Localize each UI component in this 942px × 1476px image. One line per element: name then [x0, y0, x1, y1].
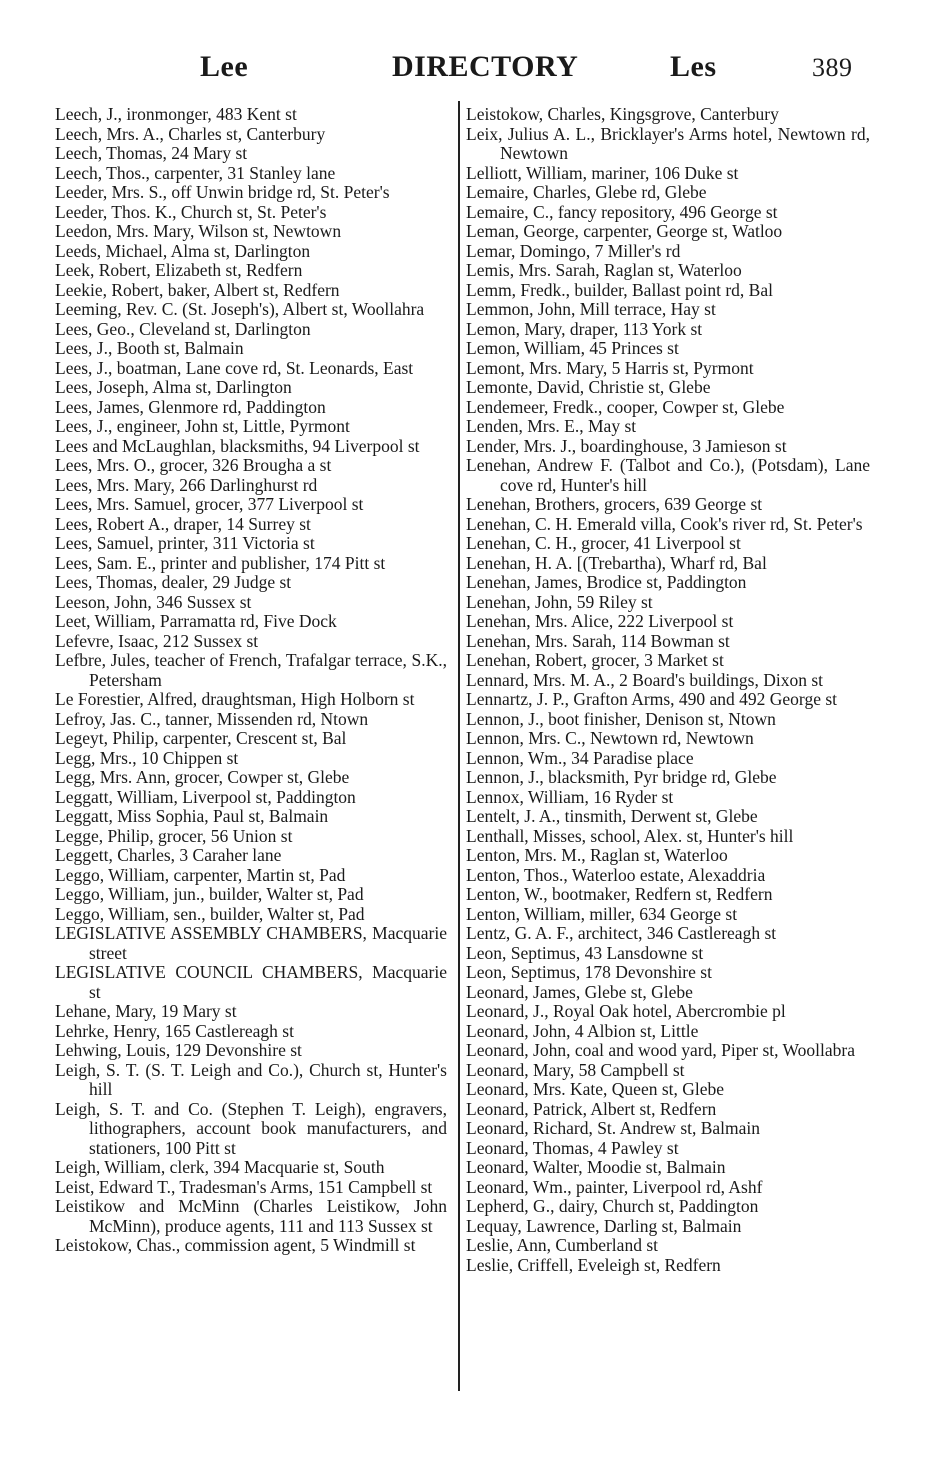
directory-entry: Lenden, Mrs. E., May st [466, 416, 637, 436]
directory-entry: Lennon, J., blacksmith, Pyr bridge rd, Glebe [466, 767, 777, 787]
directory-entry: Legg, Mrs., 10 Chippen st [55, 747, 239, 768]
directory-entry: Lehane, Mary, 19 Mary st [55, 1001, 237, 1021]
directory-entry: Leek, Robert, Elizabeth st, Redfern [55, 260, 303, 280]
directory-entry: Leonard, Patrick, Albert st, Redfern [466, 1098, 717, 1119]
directory-entry: Lequay, Lawrence, Darling st, Balmain [466, 1215, 742, 1236]
directory-entry: Leon, Septimus, 178 Devonshire st [466, 962, 712, 982]
directory-entry: Leslie, Criffell, Eveleigh st, Redfern [466, 1254, 721, 1275]
directory-entry: Lenehan, Mrs. Sarah, 114 Bowman st [466, 630, 730, 651]
directory-entry: Lenehan, John, 59 Riley st [466, 591, 653, 612]
directory-entry: Leggett, Charles, 3 Caraher lane [55, 845, 282, 865]
directory-entry: Lenehan, C. H., grocer, 41 Liverpool st [466, 533, 741, 553]
directory-entry: Leekie, Robert, baker, Albert st, Redfern [55, 279, 340, 300]
directory-entry: Leeder, Thos. K., Church st, St. Peter's [55, 201, 327, 222]
directory-entry: Lefroy, Jas. C., tanner, Missenden rd, Ntown [55, 708, 369, 729]
directory-entry: Lenehan, James, Brodice st, Paddington [466, 572, 747, 592]
directory-entry: Lenehan, H. A. [(Trebartha), Wharf rd, Bal [466, 552, 767, 573]
directory-entry: Leech, Thos., carpenter, 31 Stanley lane [55, 162, 336, 183]
directory-entry: Leech, Thomas, 24 Mary st [55, 143, 248, 163]
directory-entry: Lemmon, John, Mill terrace, Hay st [466, 299, 716, 319]
directory-entry: Lepherd, G., dairy, Church st, Paddington [466, 1196, 759, 1216]
page-header [100, 50, 880, 100]
column-divider [458, 101, 460, 1391]
directory-entry: Lees, Robert A., draper, 14 Surrey st [55, 513, 311, 534]
directory-entry: Lees, Geo., Cleveland st, Darlington [55, 318, 311, 339]
directory-entry: Lenehan, Mrs. Alice, 222 Liverpool st [466, 611, 734, 631]
directory-entry: Lees, Thomas, dealer, 29 Judge st [55, 572, 292, 592]
directory-entry: Leedon, Mrs. Mary, Wilson st, Newtown [55, 221, 342, 241]
directory-entry: Lemar, Domingo, 7 Miller's rd [466, 240, 681, 261]
directory-entry: Leeder, Mrs. S., off Unwin bridge rd, St. Peter's [55, 182, 390, 202]
directory-entry: Lees, Mrs. O., grocer, 326 Brougha a st [55, 455, 332, 475]
page-number: 389 [812, 53, 853, 82]
directory-entry: Lees, J., Booth st, Balmain [55, 338, 244, 358]
header-right-word: Les [670, 50, 717, 83]
directory-entry: Lenthall, Misses, school, Alex. st, Hunter's hill [466, 825, 794, 846]
directory-entry: Legeyt, Philip, carpenter, Crescent st, Bal [55, 728, 347, 748]
directory-entry: Leggatt, Miss Sophia, Paul st, Balmain [55, 806, 329, 826]
header-title: DIRECTORY [392, 50, 579, 83]
directory-entry: Lennox, William, 16 Ryder st [466, 786, 674, 807]
directory-entry: Leigh, S. T. and Co. (Stephen T. Leigh), engravers, lithographers, account book manufacturers, and stationers, 100 Pitt st [55, 1098, 447, 1158]
directory-entry: Lender, Mrs. J., boardinghouse, 3 Jamieson st [466, 435, 787, 456]
directory-entry: Lees, Mrs. Mary, 266 Darlinghurst rd [55, 474, 318, 495]
directory-entry: Leigh, William, clerk, 394 Macquarie st, South [55, 1157, 385, 1177]
directory-entry: Lehrke, Henry, 165 Castlereagh st [55, 1020, 294, 1041]
directory-entry: Le Forestier, Alfred, draughtsman, High Holborn st [55, 689, 415, 709]
directory-entry: Leonard, Walter, Moodie st, Balmain [466, 1157, 726, 1177]
directory-entry: Lentelt, J. A., tinsmith, Derwent st, Glebe [466, 806, 758, 826]
directory-entry: Lees, J., engineer, John st, Little, Pyrmont [55, 416, 350, 436]
directory-entry: Lennard, Mrs. M. A., 2 Board's buildings, Dixon st [466, 669, 824, 690]
directory-entry: Lenton, W., bootmaker, Redfern st, Redfern [466, 884, 773, 904]
directory-entry: Leonard, Richard, St. Andrew st, Balmain [466, 1118, 761, 1138]
directory-entry: Leech, J., ironmonger, 483 Kent st [55, 104, 297, 124]
directory-entry: Lees, Joseph, Alma st, Darlington [55, 377, 292, 397]
directory-entry: Leistokow, Charles, Kingsgrove, Canterbury [466, 104, 779, 124]
directory-entry: Legg, Mrs. Ann, grocer, Cowper st, Glebe [55, 767, 350, 787]
directory-entry: Leistokow, Chas., commission agent, 5 Windmill st [55, 1235, 416, 1255]
directory-entry: Lenehan, C. H. Emerald villa, Cook's river rd, St. Peter's [466, 513, 863, 534]
directory-entry: Leeming, Rev. C. (St. Joseph's), Albert st, Woollahra [55, 299, 425, 319]
directory-entry: Leslie, Ann, Cumberland st [466, 1235, 658, 1255]
directory-entry: Lemaire, C., fancy repository, 496 George st [466, 201, 778, 222]
directory-entry: Leech, Mrs. A., Charles st, Canterbury [55, 123, 326, 144]
directory-entry: Leman, George, carpenter, George st, Watloo [466, 221, 783, 241]
left-column [55, 105, 447, 1256]
directory-entry: Lenton, Mrs. M., Raglan st, Waterloo [466, 845, 728, 865]
directory-entry: Lees, Samuel, printer, 311 Victoria st [55, 533, 315, 553]
directory-entry: Leonard, John, 4 Albion st, Little [466, 1020, 699, 1041]
directory-entry: Lees, Sam. E., printer and publisher, 174 Pitt st [55, 552, 386, 573]
directory-entry: Leonard, Thomas, 4 Pawley st [466, 1137, 679, 1158]
directory-entry: Leggo, William, jun., builder, Walter st, Pad [55, 884, 364, 904]
directory-entry: LEGISLATIVE ASSEMBLY CHAMBERS, Macquarie street [55, 923, 447, 963]
directory-entry: Lefevre, Isaac, 212 Sussex st [55, 630, 259, 651]
directory-entry: Lemont, Mrs. Mary, 5 Harris st, Pyrmont [466, 357, 754, 378]
directory-entry: Leggo, William, carpenter, Martin st, Pad [55, 864, 346, 885]
directory-entry: Leggo, William, sen., builder, Walter st, Pad [55, 903, 365, 924]
directory-entry: Lenton, William, miller, 634 George st [466, 903, 738, 924]
directory-entry: Leeds, Michael, Alma st, Darlington [55, 240, 311, 261]
directory-entry: Lennon, Mrs. C., Newtown rd, Newtown [466, 728, 754, 748]
directory-entry: Lenton, Thos., Waterloo estate, Alexaddria [466, 864, 766, 885]
directory-entry: Lemis, Mrs. Sarah, Raglan st, Waterloo [466, 260, 742, 280]
directory-entry: Leonard, Mrs. Kate, Queen st, Glebe [466, 1079, 725, 1099]
directory-entry: Leonard, Mary, 58 Campbell st [466, 1059, 685, 1080]
directory-entry: Lenehan, Brothers, grocers, 639 George st [466, 494, 763, 514]
directory-entry: Lees, Mrs. Samuel, grocer, 377 Liverpool st [55, 494, 364, 514]
directory-entry: Lehwing, Louis, 129 Devonshire st [55, 1040, 302, 1060]
directory-entry: Lemonte, David, Christie st, Glebe [466, 377, 711, 397]
directory-entry: Lelliott, William, mariner, 106 Duke st [466, 162, 739, 183]
directory-entry: Lenehan, Robert, grocer, 3 Market st [466, 650, 724, 670]
directory-entry: Lennartz, J. P., Grafton Arms, 490 and 492 George st [466, 689, 838, 709]
directory-entry: Lees and McLaughlan, blacksmiths, 94 Liverpool st [55, 435, 420, 456]
directory-entry: Legge, Philip, grocer, 56 Union st [55, 825, 293, 846]
directory-entry: Lendemeer, Fredk., cooper, Cowper st, Glebe [466, 396, 785, 417]
directory-entry: Lees, J., boatman, Lane cove rd, St. Leonards, East [55, 357, 414, 378]
directory-entry: Leon, Septimus, 43 Lansdowne st [466, 942, 704, 963]
directory-entry: Leistikow and McMinn (Charles Leistikow, John McMinn), produce agents, 111 and 113 Sussex st [55, 1196, 447, 1236]
directory-entry: Leigh, S. T. (S. T. Leigh and Co.), Church st, Hunter's hill [55, 1059, 447, 1099]
directory-entry: Lennon, Wm., 34 Paradise place [466, 747, 694, 768]
directory-entry: Leet, William, Parramatta rd, Five Dock [55, 611, 337, 631]
directory-entry: Leist, Edward T., Tradesman's Arms, 151 Campbell st [55, 1176, 433, 1197]
directory-entry: Leonard, Wm., painter, Liverpool rd, Ashf [466, 1176, 763, 1197]
right-column [466, 105, 870, 1275]
directory-entry: Lennon, J., boot finisher, Denison st, Ntown [466, 708, 776, 729]
directory-entry: Leonard, James, Glebe st, Glebe [466, 981, 693, 1002]
directory-entry: Lenehan, Andrew F. (Talbot and Co.), (Potsdam), Lane cove rd, Hunter's hill [466, 455, 870, 495]
header-left-word: Lee [200, 50, 249, 83]
directory-entry: Lemaire, Charles, Glebe rd, Glebe [466, 182, 707, 202]
directory-entry: LEGISLATIVE COUNCIL CHAMBERS, Macquarie st [55, 962, 447, 1002]
directory-entry: Lefbre, Jules, teacher of French, Trafalgar terrace, S.K., Petersham [55, 650, 447, 690]
directory-entry: Leeson, John, 346 Sussex st [55, 591, 252, 612]
directory-entry: Lemon, Mary, draper, 113 York st [466, 318, 703, 339]
directory-entry: Leix, Julius A. L., Bricklayer's Arms hotel, Newtown rd, Newtown [466, 123, 870, 163]
directory-entry: Lentz, G. A. F., architect, 346 Castlereagh st [466, 923, 777, 943]
directory-entry: Leonard, J., Royal Oak hotel, Abercrombie pl [466, 1001, 786, 1021]
directory-entry: Lemon, William, 45 Princes st [466, 338, 679, 358]
directory-entry: Lees, James, Glenmore rd, Paddington [55, 396, 326, 417]
directory-entry: Leggatt, William, Liverpool st, Paddington [55, 786, 356, 807]
directory-entry: Lemm, Fredk., builder, Ballast point rd, Bal [466, 279, 773, 300]
directory-entry: Leonard, John, coal and wood yard, Piper st, Woollabra [466, 1040, 856, 1060]
